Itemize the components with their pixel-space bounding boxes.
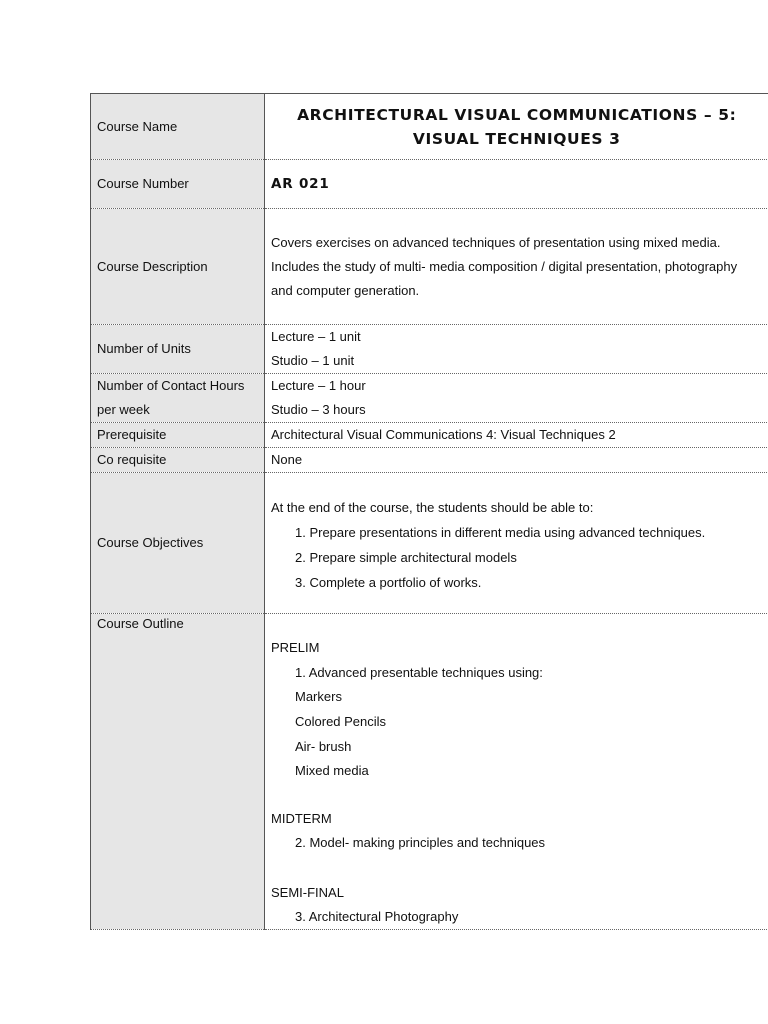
course-number-value [265, 160, 768, 209]
number-of-units-value [265, 325, 768, 374]
course-name-row [91, 94, 768, 160]
prelim-heading: PRELIM [271, 640, 320, 655]
course-description-label: Course Description [91, 209, 265, 325]
course-outline-label [91, 614, 265, 930]
course-objectives-label: Course Objectives [91, 473, 265, 614]
midterm-item: 2. Model- making principles and techniques [295, 835, 546, 850]
number-of-units-label: Number of Units [91, 325, 265, 374]
contact-hours-row [91, 374, 768, 423]
corequisite-label: Co requisite [91, 448, 265, 473]
course-name-label: Course Name [91, 94, 265, 160]
outline-top-spacer [271, 616, 763, 635]
course-title-line-1: ARCHITECTURAL VISUAL COMMUNICATIONS – 5: [297, 105, 737, 124]
course-objectives-row [91, 473, 768, 614]
course-title-line-2: VISUAL TECHNIQUES 3 [412, 129, 621, 148]
course-outline-value [265, 614, 768, 930]
course-description-row [91, 209, 768, 325]
objectives-intro: At the end of the course, the students should be able to: [271, 500, 594, 515]
course-number-text: AR 021 [271, 176, 330, 192]
prerequisite-value: Architectural Visual Communications 4: Visual Techniques 2 [265, 423, 768, 448]
objective-item-1: 1. Prepare presentations in different media using advanced techniques. [295, 525, 706, 540]
course-description-value [265, 209, 768, 325]
units-studio: Studio – 1 unit [271, 353, 355, 368]
number-of-units-row [91, 325, 768, 374]
prelim-item: 1. Advanced presentable techniques using: [295, 665, 543, 680]
corequisite-value: None [265, 448, 768, 473]
course-outline-row [91, 614, 768, 930]
contact-hours-label [91, 374, 265, 423]
course-title [271, 103, 763, 151]
course-syllabus-table [90, 93, 768, 930]
prerequisite-row [91, 423, 768, 448]
course-description-line-1: Covers exercises on advanced techniques of presentation using mixed media. [271, 234, 721, 250]
prerequisite-label: Prerequisite [91, 423, 265, 448]
course-description-line-3: and computer generation. [271, 282, 420, 298]
corequisite-row [91, 448, 768, 473]
prelim-subitem-air-brush: Air- brush [295, 739, 352, 754]
course-outline-label-text: Course Outline [97, 616, 184, 631]
prelim-subitem-colored-pencils: Colored Pencils [295, 714, 387, 729]
hours-lecture: Lecture – 1 hour [271, 378, 366, 393]
midterm-heading: MIDTERM [271, 811, 332, 826]
outline-spacer-2 [271, 855, 763, 880]
course-name-value [265, 94, 768, 160]
course-description-line-2: Includes the study of multi- media composition / digital presentation, photography [271, 258, 738, 274]
units-lecture: Lecture – 1 unit [271, 329, 361, 344]
contact-hours-label-line-2: per week [97, 402, 150, 417]
hours-studio: Studio – 3 hours [271, 402, 366, 417]
semifinal-heading: SEMI-FINAL [271, 885, 344, 900]
course-objectives-value [265, 473, 768, 614]
objective-item-2: 2. Prepare simple architectural models [295, 550, 517, 565]
semifinal-item: 3. Architectural Photography [295, 909, 459, 924]
course-number-label: Course Number [91, 160, 265, 209]
course-number-row [91, 160, 768, 209]
prelim-subitem-mixed-media: Mixed media [295, 763, 369, 778]
prelim-subitem-markers: Markers [295, 689, 342, 704]
outline-spacer-1 [271, 783, 763, 807]
contact-hours-value [265, 374, 768, 423]
objective-item-3: 3. Complete a portfolio of works. [295, 575, 482, 590]
contact-hours-label-line-1: Number of Contact Hours [97, 378, 245, 393]
